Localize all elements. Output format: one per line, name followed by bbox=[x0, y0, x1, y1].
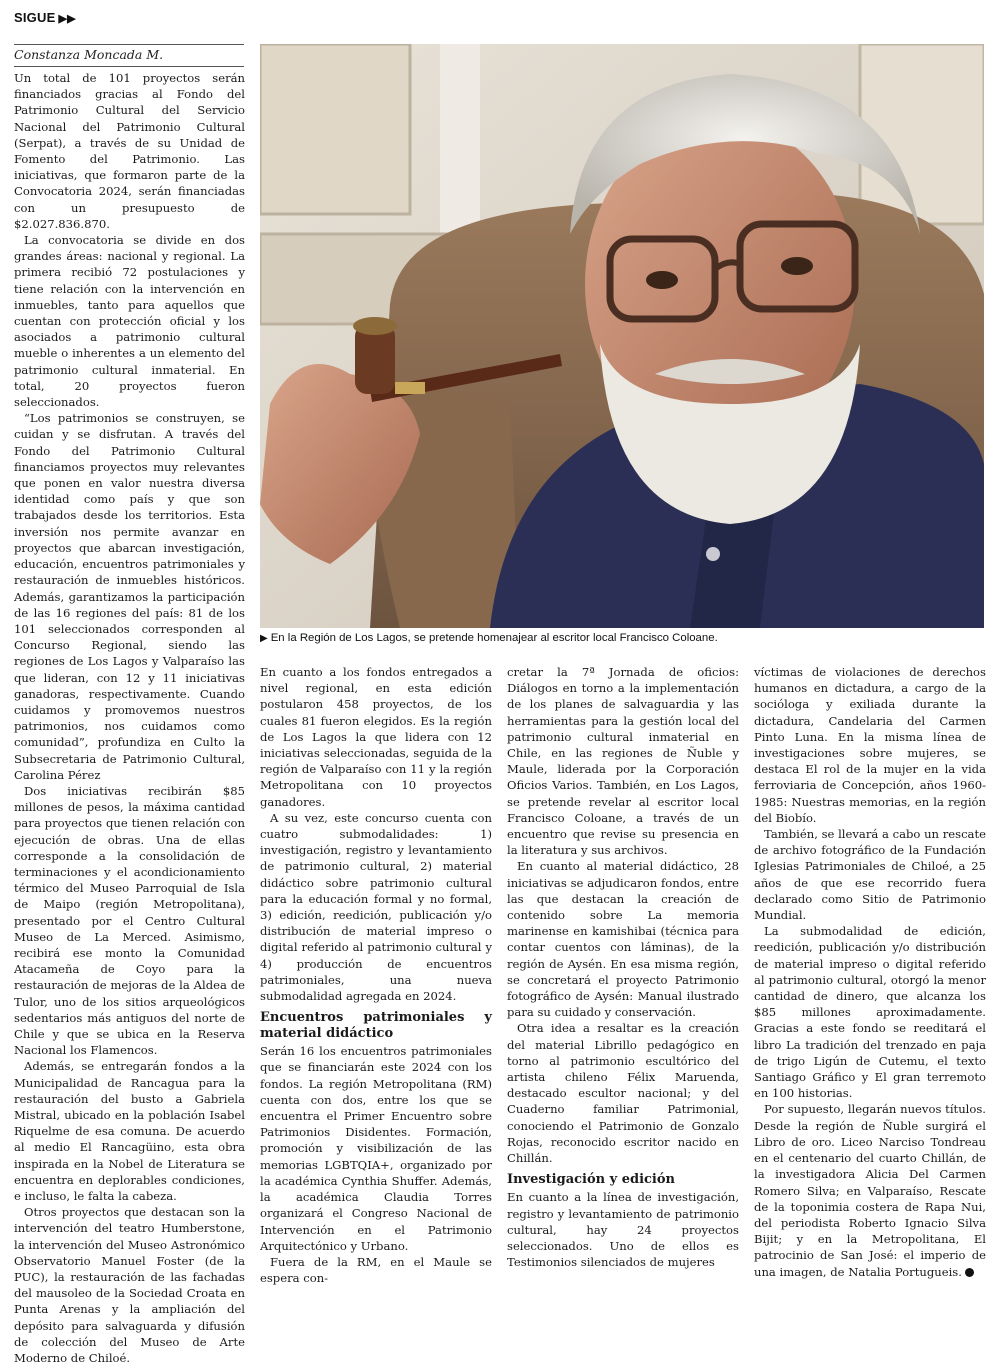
paragraph: Además, se entregarán fondos a la Municipalidad de Rancagua para la restauración del busto a Gabriela Mistral, ubicado en la población Isabel Riquelme de esa comuna. De acuerdo al medio El Rancagüino, esta obra inspirada en la Nobel de Literatura se encuentra en deplorables condiciones, e incluso, le falta la cabeza. bbox=[14, 1059, 245, 1204]
paragraph: Otros proyectos que destacan son la intervención del teatro Humberstone, la intervención del Museo Astronómico Observatorio Manuel Foster (de la PUC), la restauración de las fachadas del mausoleo de la Sociedad Croata en Punta Arenas y la ampliación del depósito para salvaguarda y difusión de colección del Museo de Arte Moderno de Chiloé. bbox=[14, 1205, 245, 1366]
paragraph: Fuera de la RM, en el Maule se espera con- bbox=[260, 1254, 492, 1286]
paragraph: Dos iniciativas recibirán $85 millones de pesos, la máxima cantidad para proyectos que tienen relación con ejecución de obras. Una de ellas corresponde a la consolidación de terminaciones y el acondicionamiento térmico del Museo Parroquial de Isla de Maipo (región Metropolitana), presentado por el Centro Cultural Museo de La Merced. Asimismo, recibirá ese monto la Comunidad Atacameña de Coyo para la restauración de mejoras de la Aldea de Tulor, uno de los sitios arqueológicos sedentarios más antiguos del norte de Chile y que se ubica en la Reserva Nacional los Flamencos. bbox=[14, 783, 245, 1058]
paragraph: cretar la 7ª Jornada de oficios: Diálogos en torno a la implementación de los planes de salvaguardia y las herramientas para la gestión local del patrimonio cultural inmaterial en Chile, en las regiones de Ñuble y Maule, liderada por la Corporación Oficios Varios. También, en Los Lagos, se pretende revelar al escritor local Francisco Coloane, a través de un encuentro que revise su presencia en la literatura y sus archivos. bbox=[507, 665, 739, 858]
caption-text: En la Región de Los Lagos, se pretende homenajear al escritor local Francisco Coloane. bbox=[270, 632, 718, 644]
paragraph: La convocatoria se divide en dos grandes áreas: nacional y regional. La primera recibió 72 postulaciones y tiene relación con la intervención en inmuebles, tanto para aquellos que cuentan con protección oficial y los asociados a patrimonio cultural mueble o inherentes a un elemento del patrimonio cultural inmaterial. En total, 20 proyectos fueron seleccionados. bbox=[14, 233, 245, 410]
article-column-4 bbox=[754, 664, 986, 1280]
byline-top-rule bbox=[14, 44, 244, 45]
paragraph: En cuanto a la línea de investigación, registro y levantamiento de patrimonio cultural, hay 24 proyectos seleccionados. Uno de ellos es Testimonios silenciados de mujeres bbox=[507, 1190, 739, 1270]
article-column-1 bbox=[14, 70, 245, 1366]
paragraph: Un total de 101 proyectos serán financiados gracias al Fondo del Patrimonio Cultural del Servicio Nacional del Patrimonio Cultural (Serpat), a través de su Unidad de Fomento del Patrimonio. Las iniciativas, que formaron parte de la Convocatoria 2024, serán financiadas con un presupuesto de $2.027.836.870. bbox=[14, 71, 245, 231]
paragraph: “Los patrimonios se construyen, se cuidan y se disfrutan. A través del Fondo del Patrimonio Cultural financiamos proyectos muy relevantes que ponen en valor nuestra diversa identidad como país y que son trabajados desde los territorios. Esta inversión nos permite avanzar en proyectos que abarcan investigación, educación, encuentros patrimoniales y restauración de inmuebles históricos. Además, garantizamos la participación de las 16 regiones del país: 81 de los 101 seleccionados corresponden al Concurso Regional, siendo las regiones de Los Lagos y Valparaíso las que lideran, con 12 y 11 iniciativas ganadoras, respectivamente. Cuando cuidamos y promovemos nuestros patrimonios, nos cuidamos como comunidad”, profundiza en Culto la Subsecretaria de Patrimonio Cultural, Carolina Pérez bbox=[14, 411, 245, 782]
paragraph: Otra idea a resaltar es la creación del material Librillo pedagógico en torno al patrimonio escultórico del artista chileno Félix Maruenda, destacado escultor nacional; y del Cuaderno familiar Patrimonial, conociendo el Patrimonio de Gonzalo Rojas, reconocido escritor nacido en Chillán. bbox=[507, 1021, 739, 1166]
byline-bottom-rule bbox=[14, 66, 244, 67]
paragraph-text: Por supuesto, llegarán nuevos títulos. Desde la región de Ñuble surgirá el Libro de oro. Liceo Narciso Tondreau en el centenario del cuarto Chillán, de la investigadora Alicia Del Carmen Romero Silva; en Valparaíso, Rescate de la toponimia costera de Rapa Nui, del periodista Roberto Ignacio Silva Bijit; y en la Metropolitana, El patrocinio de San José: el imperio de una imagen, de Natalia Portugueis. bbox=[754, 1102, 986, 1279]
portrait-photo bbox=[260, 44, 984, 628]
article-column-2 bbox=[260, 664, 492, 1286]
subheading: Investigación y edición bbox=[507, 1172, 675, 1188]
portrait-illustration-icon bbox=[260, 44, 984, 628]
paragraph: También, se llevará a cabo un rescate de archivo fotográfico de la Fundación Iglesias Patrimoniales de Chiloé, a 25 años de que ese recorrido fuera declarado como Sitio de Patrimonio Mundial. bbox=[754, 827, 986, 923]
section-kicker bbox=[14, 10, 76, 25]
subheading: Encuentros patrimoniales y material didáctico bbox=[260, 1010, 492, 1042]
end-mark-icon bbox=[965, 1268, 974, 1277]
paragraph: A su vez, este concurso cuenta con cuatro submodalidades: 1) investigación, registro y levantamiento de patrimonio cultural, 2) material didáctico sobre patrimonio cultural para la educación formal y no formal, 3) edición, reedición, publicación y/o distribución de material impreso o digital referido al patrimonio cultural y 4) producción de encuentros patrimoniales, una nueva submodalidad agregada en 2024. bbox=[260, 810, 492, 1004]
paragraph: En cuanto al material didáctico, 28 iniciativas se adjudicaron fondos, entre las que destacan la creación de contenido sobre La memoria marinense en kamishibai (técnica para contar cuentos con láminas), de la región de Aysén. En esa misma región, se concretará el proyecto Patrimonio fotográfico de Aysén: Manual ilustrado para su cuidado y conservación. bbox=[507, 859, 739, 1020]
paragraph bbox=[754, 1101, 986, 1279]
caption-triangle-icon: ▶ bbox=[260, 633, 268, 644]
paragraph: En cuanto a los fondos entregados a nivel regional, en esta edición postularon 458 proyectos, de los cuales 81 fueron elegidos. Es la región de Los Lagos la que lidera con 12 iniciativas seleccionadas, seguida de la región de Valparaíso con 11 y la región Metropolitana con 10 proyectos ganadores. bbox=[260, 665, 492, 809]
kicker-arrows-icon: ▶▶ bbox=[58, 13, 76, 25]
kicker-label: SIGUE bbox=[14, 10, 56, 25]
photo-caption bbox=[260, 632, 984, 644]
paragraph: víctimas de violaciones de derechos humanos en dictadura, a cargo de la socióloga y exiliada durante la dictadura, Candelaria del Carmen Pinto Luna. En la misma línea de investigaciones sobre mujeres, se destaca El rol de la mujer en la vida ferroviaria de Concepción, años 1960-1985: Nuestras memorias, en la región del Biobío. bbox=[754, 665, 986, 825]
article-column-3 bbox=[507, 664, 739, 1270]
byline: Constanza Moncada M. bbox=[14, 47, 164, 62]
paragraph: La submodalidad de edición, reedición, publicación y/o distribución de material impreso o digital referido al patrimonio cultural, otorgó la menor cantidad de dinero, que alcanza los $85 millones aproximadamente. Gracias a este fondo se reeditará el libro La tradición del trenzado en paja de trigo Ligún de Cutemu, el texto Santiago Gráfico y El gran terremoto en 100 historias. bbox=[754, 924, 986, 1101]
paragraph: Serán 16 los encuentros patrimoniales que se financiarán este 2024 con los fondos. La región Metropolitana (RM) cuenta con dos, entre los que se encuentra el Primer Encuentro sobre Patrimonios Disidentes. Formación, promoción y visibilización de las memorias LGBTQIA+, organizado por la académica Cynthia Shuffer. Además, la académica Claudia Torres organizará el Congreso Nacional de Intervención en el Patrimonio Arquitectónico y Urbano. bbox=[260, 1044, 492, 1253]
